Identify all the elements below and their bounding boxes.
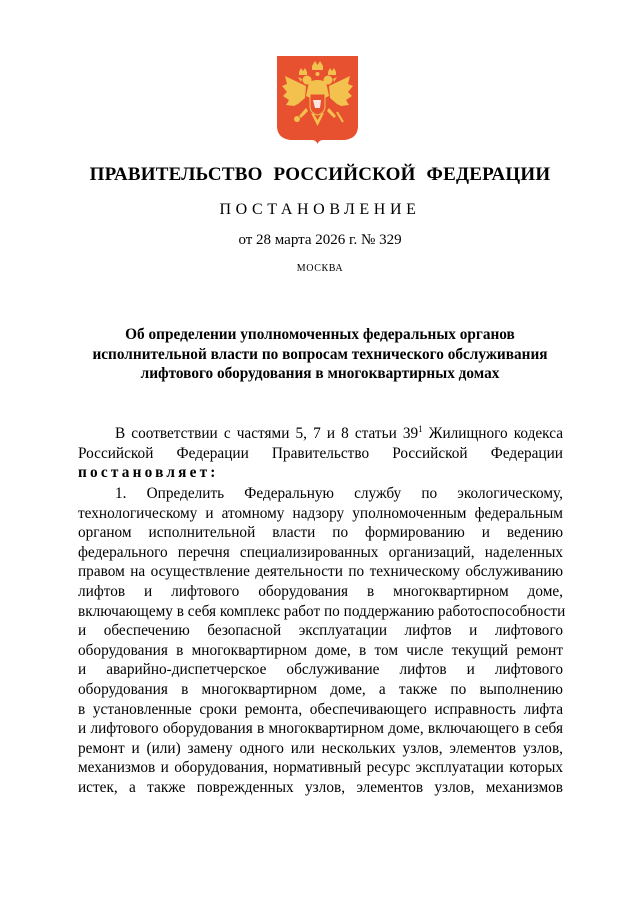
item-1-line: в установленные сроки ремонта, обеспечивающего исправность лифта <box>78 700 563 718</box>
item-1-line: 1. Определить Федеральную службу по экологическому, <box>115 485 563 502</box>
footnote-superscript: 1 <box>418 424 423 434</box>
item-1-line: истек, а также поврежденных узлов, элементов узлов, механизмов <box>78 778 563 796</box>
subject-line: исполнительной власти по вопросам технического обслуживания <box>92 345 548 363</box>
russian-coat-of-arms-icon <box>277 56 358 144</box>
decision-word <box>78 463 563 483</box>
item-1-line: лифтов и лифтового оборудования в многоквартирном доме, <box>78 582 563 600</box>
item-1-line: и лифтового оборудования в многоквартирном доме, включающего в себя <box>78 720 563 738</box>
decision-word-text: постановляет: <box>78 464 219 482</box>
subject-line: Об определении уполномоченных федеральных органов <box>125 326 515 343</box>
item-1-line: оборудования в многоквартирном доме, в том числе текущий ремонт <box>78 641 563 659</box>
intro-paragraph <box>78 424 563 483</box>
item-1-line: органом исполнительной власти по формированию и ведению <box>78 524 563 542</box>
document-type: ПОСТАНОВЛЕНИЕ <box>219 201 421 218</box>
item-1-line: и обеспечению безопасной эксплуатации лифтов и лифтового <box>78 622 563 640</box>
intro-text: В соответствии с частями 5, 7 и 8 статьи 39 <box>115 425 419 442</box>
intro-text: Жилищного кодекса <box>422 425 563 442</box>
item-1-line: механизмов и оборудования, нормативный ресурс эксплуатации которых <box>78 759 563 777</box>
item-1-line: включающему в себя комплекс работ по поддержанию работоспособности <box>78 602 566 620</box>
government-title: ПРАВИТЕЛЬСТВО РОССИЙСКОЙ ФЕДЕРАЦИИ <box>89 164 551 185</box>
item-1-line: оборудования в многоквартирном доме, а также по выполнению <box>78 680 563 698</box>
item-1-line: правом на осуществление деятельности по техническому обслуживанию <box>78 563 563 581</box>
item-1-line: ремонт и (или) замену одного или нескольких узлов, элементов узлов, <box>78 739 563 757</box>
intro-line <box>78 424 563 444</box>
document-date-number: от 28 марта 2026 г. № 329 <box>238 232 402 248</box>
document-subject <box>78 325 562 384</box>
document-city: МОСКВА <box>296 263 344 274</box>
item-1-line: технологическому и атомному надзору уполномоченным федеральным <box>78 504 563 522</box>
intro-line: Российской Федерации Правительство Российской Федерации <box>78 444 563 462</box>
item-1-paragraph <box>78 484 566 798</box>
item-1-line: и аварийно-диспетчерское обслуживание лифтов и лифтового <box>78 661 563 679</box>
subject-line: лифтового оборудования в многоквартирных домах <box>140 365 500 382</box>
item-1-line: федерального перечня специализированных организаций, наделенных <box>78 543 563 561</box>
